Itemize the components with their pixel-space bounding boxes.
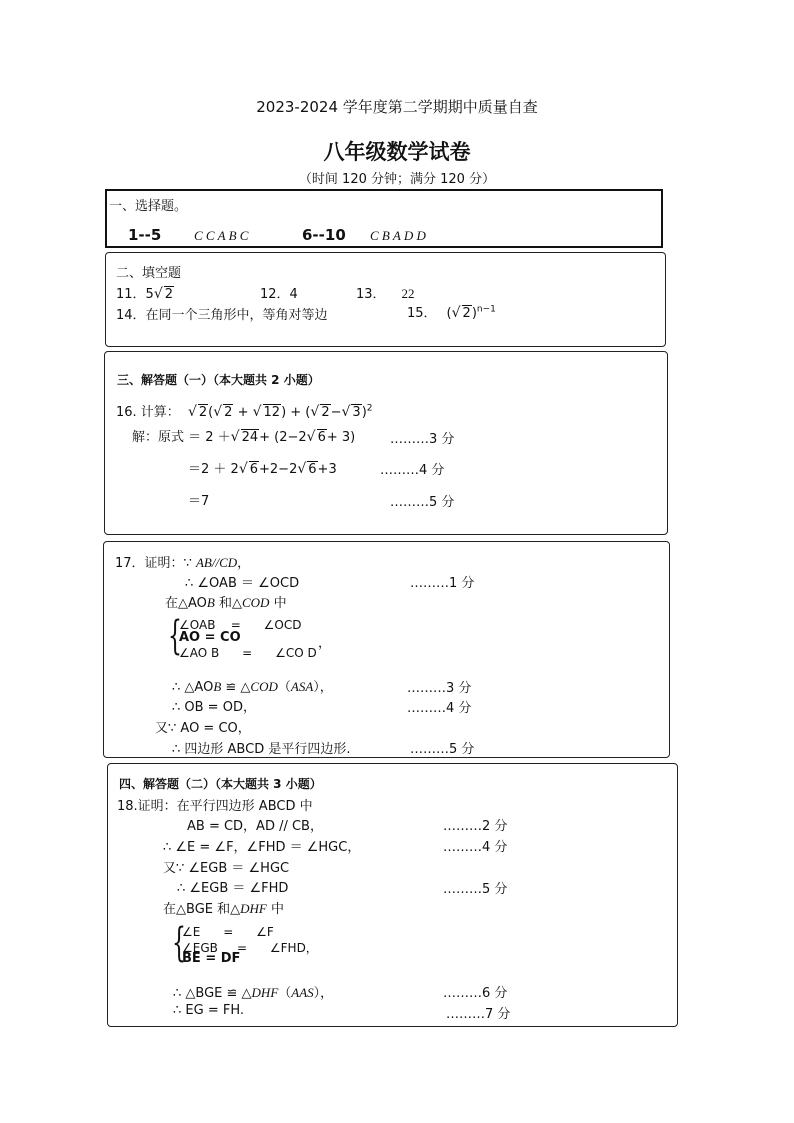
q17-line3: 在△AOB 和△COD 中 — [165, 595, 287, 611]
answer-11 — [116, 283, 174, 302]
score-16-step3: ………5 分 — [390, 495, 455, 510]
answer-11-label: 11．5 — [116, 287, 154, 302]
section-solve2-heading: 四、解答题（二）（本大题共 3 小题） — [119, 777, 322, 791]
question-16-label: 16. 计算： — [116, 405, 180, 420]
q18-score4: ………4 分 — [443, 840, 508, 855]
sqrt-symbol: √ 2 — [153, 286, 174, 302]
answer-13-label: 13． — [356, 287, 386, 302]
q17-score1: ………1 分 — [410, 576, 475, 591]
question-16 — [116, 401, 373, 420]
answer-13-value: 22 — [401, 286, 415, 301]
score-16-step2: ………4 分 — [380, 463, 445, 478]
q17-line1: 17．证明：∵ AB//CD， — [115, 555, 251, 571]
answer-13 — [356, 283, 415, 302]
section-fill-heading: 二、填空题 — [116, 266, 182, 281]
q18-line2: AB = CD，AD // CB， — [187, 819, 323, 834]
q18-system-row3: BE = DF — [182, 951, 241, 966]
q18-score7: ………7 分 — [446, 1007, 511, 1022]
q17-line2: ∴ ∠OAB ＝ ∠OCD — [185, 576, 300, 591]
q17-line7: ∴ 四边形 ABCD 是平行四边形. — [172, 742, 351, 757]
q18-system-row1: ∠E = ∠F — [182, 925, 274, 939]
q17-score3: ………3 分 — [407, 681, 472, 696]
section-solve1-heading: 三、解答题（一）（本大题共 2 小题） — [117, 373, 320, 387]
q17-score5: ………5 分 — [410, 742, 475, 757]
page-title: 八年级数学试卷 — [323, 140, 471, 164]
choice-range-1-5: 1--5 — [128, 226, 162, 244]
q17-system-row1: ∠OAB = ∠OCD — [179, 618, 302, 632]
q18-line1: 18.证明：在平行四边形 ABCD 中 — [117, 799, 313, 814]
q18-line8: ∴ EG = FH. — [173, 1003, 245, 1018]
q17-score4: ………4 分 — [407, 701, 472, 716]
q17-line4: ∴ △AOB ≌ △COD（ASA）， — [172, 679, 333, 695]
sqrt-symbol: √ 2 — [451, 305, 471, 321]
q18-system-row2: ∠EGB = ∠FHD， — [182, 941, 318, 955]
q17-system-brace: { — [168, 613, 182, 659]
answer-14: 14．在同一个三角形中，等角对等边 — [116, 308, 328, 323]
q17-system-row2: AO = CO — [179, 630, 241, 645]
q17-line6: 又∵ AO = CO， — [155, 721, 251, 736]
exam-year-line: 2023-2024 学年度第二学期期中质量自查 — [256, 98, 538, 116]
q18-line7: ∴ △BGE ≌ △DHF（AAS）， — [173, 985, 334, 1001]
exam-subtitle: （时间 120 分钟；满分 120 分） — [298, 172, 496, 187]
q18-system-brace: { — [172, 920, 186, 966]
q17-system-end: ， — [318, 636, 332, 651]
answer-15-label: 15． — [407, 306, 437, 321]
score-16-step1: ………3 分 — [390, 432, 455, 447]
q18-score2: ………2 分 — [443, 819, 508, 834]
section-choice-heading: 一、选择题。 — [109, 199, 188, 214]
q17-line5: ∴ OB = OD， — [172, 700, 256, 715]
answer-12: 12．4 — [260, 287, 298, 302]
q17-system-row3: ∠AO B = ∠CO D — [179, 646, 317, 660]
q18-line3: ∴ ∠E = ∠F，∠FHD ＝ ∠HGC， — [163, 840, 361, 855]
choice-answers-1-5: C C A B C — [194, 228, 249, 243]
answer-15-exponent: n−1 — [476, 304, 496, 315]
q18-line5: ∴ ∠EGB ＝ ∠FHD — [177, 881, 289, 896]
question-16-expression: √ 2(√ 2 + √ 12) + (√ 2−√ 3)$^2$ — [187, 403, 373, 420]
q18-line4: 又∵ ∠EGB ＝ ∠HGC — [163, 861, 290, 876]
answer-15: 15． (√ 2)$^{n-1}$ — [407, 304, 496, 321]
solution-16-step1: 解：原式 ＝ 2 ＋√ 24+ (2−2√ 6+ 3) — [132, 429, 356, 445]
solution-16-step3: ＝7 — [188, 494, 210, 509]
q18-score5: ………5 分 — [443, 882, 508, 897]
q18-line6: 在△BGE 和△DHF 中 — [163, 901, 284, 917]
q18-score6: ………6 分 — [443, 986, 508, 1001]
choice-range-6-10: 6--10 — [302, 226, 346, 244]
solution-16-step2: ＝2 ＋ 2√ 6+2−2√ 6+3 — [188, 461, 337, 477]
choice-answers-6-10: C B A D D — [370, 228, 426, 243]
